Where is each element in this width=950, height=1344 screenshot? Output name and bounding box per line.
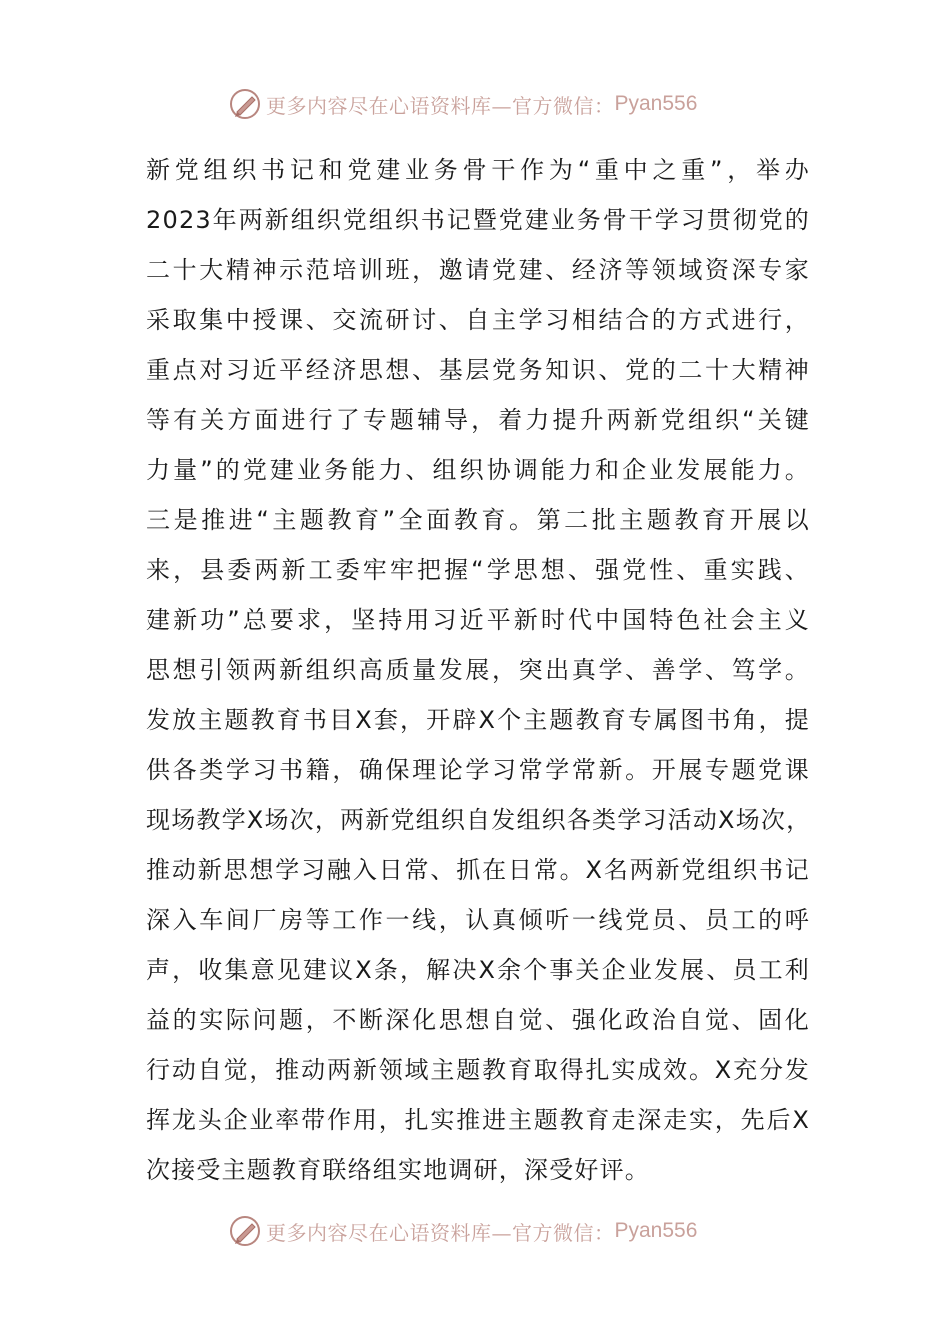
body-line: 建新功”总要求，坚持用习近平新时代中国特色社会主义: [146, 606, 810, 634]
watermark-wechat-id: Pyan556: [614, 92, 698, 115]
body-line: 行动自觉，推动两新领域主题教育取得扎实成效。X充分发: [146, 1056, 810, 1084]
footer-watermark: [228, 1211, 697, 1251]
body-line: 声，收集意见建议X条，解决X余个事关企业发展、员工利: [146, 956, 810, 984]
body-line: 二十大精神示范培训班，邀请党建、经济等领域资深专家: [146, 256, 810, 284]
document-body: [146, 145, 810, 1195]
pen-logo-icon: [228, 1214, 262, 1248]
body-line: 挥龙头企业率带作用，扎实推进主题教育走深走实，先后X: [146, 1106, 810, 1134]
body-line: 深入车间厂房等工作一线，认真倾听一线党员、员工的呼: [146, 906, 810, 934]
body-line: 采取集中授课、交流研讨、自主学习相结合的方式进行，: [146, 306, 810, 334]
pen-logo-icon: [228, 87, 262, 121]
body-line: 发放主题教育书目X套，开辟X个主题教育专属图书角，提: [146, 706, 810, 734]
body-line: 推动新思想学习融入日常、抓在日常。X名两新党组织书记: [146, 856, 810, 884]
body-line: 2023年两新组织党组织书记暨党建业务骨干学习贯彻党的: [146, 206, 810, 234]
body-line: 次接受主题教育联络组实地调研，深受好评。: [146, 1156, 650, 1184]
watermark-wechat-id: Pyan556: [614, 1219, 698, 1242]
watermark-text: 更多内容尽在心语资料库—官方微信：: [266, 1220, 615, 1245]
body-line: 三是推进“主题教育”全面教育。第二批主题教育开展以: [146, 506, 810, 534]
body-line: 来，县委两新工委牢牢把握“学思想、强党性、重实践、: [146, 556, 810, 584]
body-line: 重点对习近平经济思想、基层党务知识、党的二十大精神: [146, 356, 810, 384]
body-line: 等有关方面进行了专题辅导，着力提升两新党组织“关键: [146, 406, 810, 434]
body-line: 益的实际问题，不断深化思想自觉、强化政治自觉、固化: [146, 1006, 810, 1034]
body-line: 现场教学X场次，两新党组织自发组织各类学习活动X场次，: [146, 806, 812, 834]
header-watermark: [228, 84, 697, 124]
body-line: 新党组织书记和党建业务骨干作为“重中之重”，举办: [146, 156, 810, 184]
watermark-text: 更多内容尽在心语资料库—官方微信：: [266, 93, 615, 118]
body-line: 力量”的党建业务能力、组织协调能力和企业发展能力。: [146, 456, 810, 484]
body-line: 供各类学习书籍，确保理论学习常学常新。开展专题党课: [146, 756, 810, 784]
body-line: 思想引领两新组织高质量发展，突出真学、善学、笃学。: [146, 656, 810, 684]
